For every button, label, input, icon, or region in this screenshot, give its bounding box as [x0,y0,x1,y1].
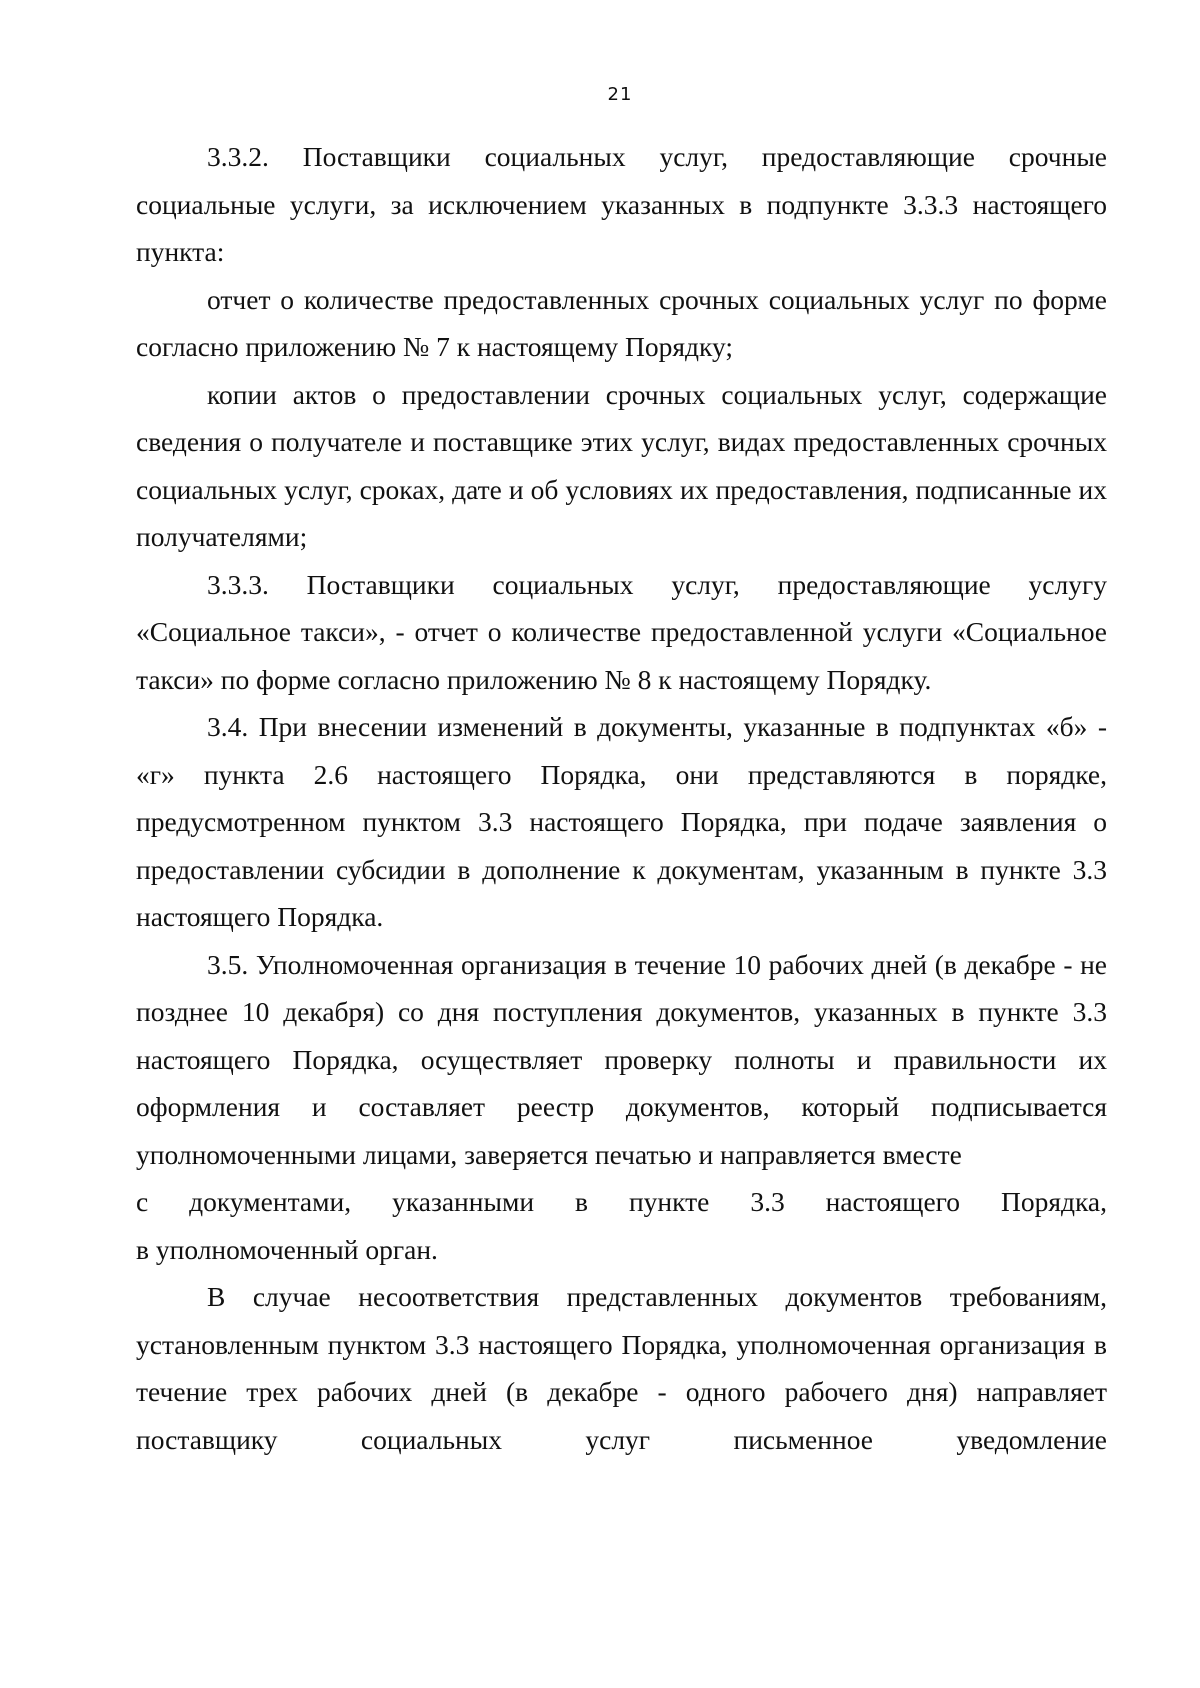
paragraph-3-5-end: в уполномоченный орган. [136,1233,438,1265]
page-number: 21 [607,84,633,105]
paragraph-3-5-continuation: с документами, указанными в пункте 3.3 настоящего Порядка, [136,1186,1107,1217]
paragraph-3-5: 3.5. Уполномоченная организация в течение 10 рабочих дней (в декабре - не позднее 10 декабря) со дня поступления документов, указанных в пункте 3.3 настоящего Порядка, осуществляет проверку полноты и правильности их оформления и составляет реестр документов, который подписывается уполномоченными лицами, заверяется печатью и направляется вместе [136,948,1107,1170]
document-body [136,133,1107,1463]
paragraph-noncompliance: В случае несоответствия представленных документов требованиям, установленным пунктом 3.3 настоящего Порядка, уполномоченная организация в течение трех рабочих дней (в декабре - одного рабочего дня) направляет поставщику социальных услуг письменное уведомление [136,1281,1107,1455]
paragraph-3-4: 3.4. При внесении изменений в документы, указанные в подпунктах «б» - «г» пункта 2.6 настоящего Порядка, они представляются в порядке, предусмотренном пунктом 3.3 настоящего Порядка, при подаче заявления о предоставлении субсидии в дополнение к документам, указанным в пункте 3.3 настоящего Порядка. [136,711,1107,932]
paragraph-3-3-2: 3.3.2. Поставщики социальных услуг, предоставляющие срочные социальные услуги, за исключением указанных в подпункте 3.3.3 настоящего пункта: [136,141,1107,267]
paragraph-report-form-7: отчет о количестве предоставленных срочных социальных услуг по форме согласно приложению № 7 к настоящему Порядку; [136,283,1107,362]
paragraph-act-copies: копии актов о предоставлении срочных социальных услуг, содержащие сведения о получателе и поставщике этих услуг, видах предоставленных срочных социальных услуг, сроках, дате и об условиях их предоставления, подписанные их получателями; [136,378,1107,552]
paragraph-3-3-3: 3.3.3. Поставщики социальных услуг, предоставляющие услугу «Социальное такси», - отчет о количестве предоставленной услуги «Социальное такси» по форме согласно приложению № 8 к настоящему Порядку. [136,568,1107,695]
